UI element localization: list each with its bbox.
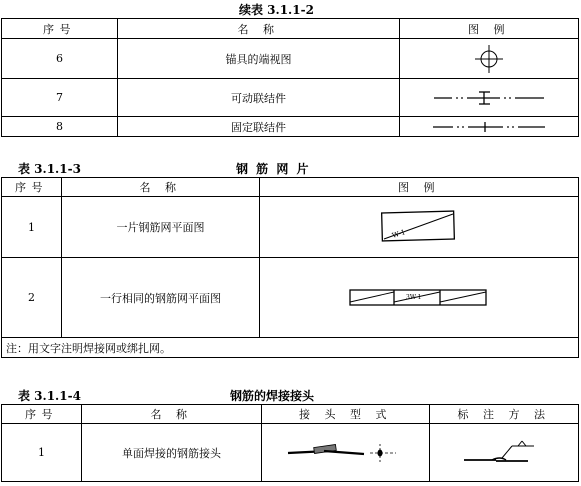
row-name: 锚具的端视图	[118, 39, 400, 79]
table-row	[2, 197, 579, 258]
table1	[1, 18, 579, 137]
table3-caption-title: 钢筋的焊接接头	[230, 389, 315, 403]
header-name: 名 称	[82, 405, 262, 424]
header-no: 序号	[2, 19, 118, 39]
table-row	[2, 117, 579, 137]
table3	[1, 404, 579, 482]
single-side-weld-joint-icon	[286, 440, 406, 466]
row-no: 1	[2, 197, 62, 258]
table-row	[2, 258, 579, 338]
mesh-label: 3W-1	[406, 293, 422, 301]
row-name: 单面焊接的钢筋接头	[82, 424, 262, 482]
fixed-coupler-icon	[433, 120, 545, 134]
header-legend: 图 例	[260, 178, 579, 197]
table2-caption-no: 表 3.1.1-3	[18, 162, 81, 176]
table1-caption: 续表 3.1.1-2	[239, 3, 314, 17]
table-row	[2, 338, 579, 358]
row-name: 一片钢筋网平面图	[62, 197, 260, 258]
header-no: 序号	[2, 178, 62, 197]
row-no: 1	[2, 424, 82, 482]
weld-annotation-icon	[462, 436, 546, 470]
header-no: 序号	[2, 405, 82, 424]
crosshair-circle-icon	[469, 42, 509, 76]
table-row	[2, 424, 579, 482]
header-joint-type: 接 头 型 式	[262, 405, 430, 424]
single-mesh-icon	[381, 210, 457, 244]
row-no: 6	[2, 39, 118, 79]
header-legend: 图 例	[400, 19, 579, 39]
table3-caption-no: 表 3.1.1-4	[18, 389, 81, 403]
row-no: 7	[2, 79, 118, 117]
row-name: 固定联结件	[118, 117, 400, 137]
table2-header-row	[2, 178, 579, 197]
movable-coupler-icon	[434, 88, 544, 108]
header-marking: 标 注 方 法	[430, 405, 579, 424]
row-mesh-icon	[349, 287, 489, 309]
row-name: 可动联结件	[118, 79, 400, 117]
table-row	[2, 39, 579, 79]
header-name: 名 称	[118, 19, 400, 39]
row-name: 一行相同的钢筋网平面图	[62, 258, 260, 338]
table-row	[2, 79, 579, 117]
table1-header-row	[2, 19, 579, 39]
table2-caption-title: 钢 筋 网 片	[236, 162, 311, 176]
header-name: 名 称	[62, 178, 260, 197]
row-no: 8	[2, 117, 118, 137]
table2-note: 注：用文字注明焊接网或绑扎网。	[2, 338, 579, 358]
table3-header-row	[2, 405, 579, 424]
row-no: 2	[2, 258, 62, 338]
mesh-label: W-1	[391, 228, 407, 240]
table2	[1, 177, 579, 358]
